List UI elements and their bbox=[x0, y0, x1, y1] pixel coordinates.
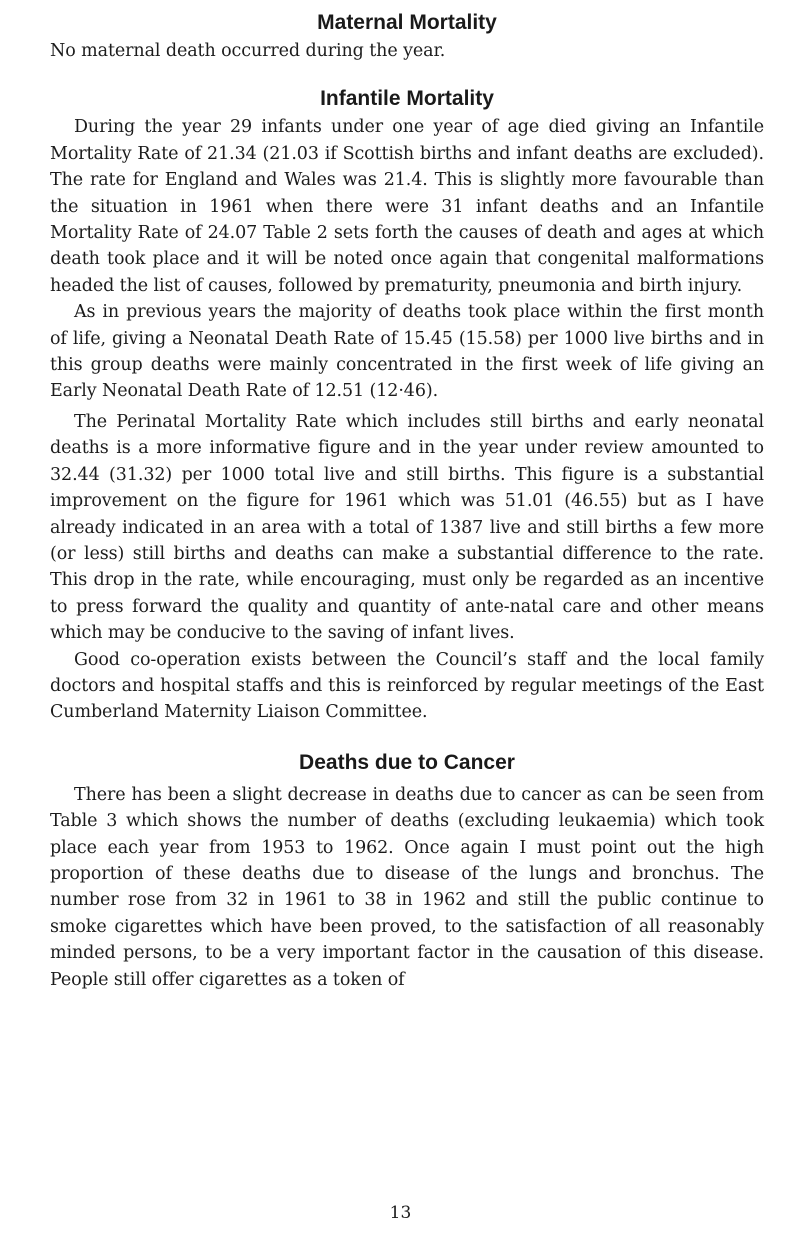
paragraph-infantile-2: As in previous years the majority of deaths took place within the first month of life, giving a Neonatal Death Rate of 15.45 (15.58) per 1000 live births and in this group deaths were mainly concentrated in the first week of life giving an Early Neonatal Death Rate of 12.51 (12·46). bbox=[50, 302, 764, 402]
paragraph-maternal-1: No maternal death occurred during the year. bbox=[50, 41, 446, 61]
heading-maternal-mortality: Maternal Mortality bbox=[317, 11, 497, 34]
page-number: 13 bbox=[389, 1203, 412, 1223]
heading-deaths-due-to-cancer: Deaths due to Cancer bbox=[299, 750, 515, 774]
heading-infantile-mortality: Infantile Mortality bbox=[320, 87, 494, 111]
paragraph-infantile-1: During the year 29 infants under one year of age died giving an Infantile Mortality Rate of 21.34 (21.03 if Scottish births and infant deaths are excluded). The rate for England and Wales was 21.4. This is slightly more favourable than the situation in 1961 when there were 31 infant deaths and an Infantile Mortality Rate of 24.07 Table 2 sets forth the causes of death and ages at which death took place and it will be noted once again that congenital malformations headed the list of causes, followed by prematurity, pneumonia and birth injury. bbox=[50, 117, 764, 296]
paragraph-infantile-4: Good co-operation exists between the Council’s staff and the local family doctors and hospital staffs and this is reinforced by regular meetings of the East Cumberland Maternity Liaison Committee. bbox=[50, 649, 764, 723]
paragraph-cancer-1: There has been a slight decrease in deaths due to cancer as can be seen from Table 3 which shows the number of deaths (excluding leukaemia) which took place each year from 1953 to 1962. Once again I must point out the high proportion of these deaths due to disease of the lungs and bronchus. The number rose from 32 in 1961 to 38 in 1962 and still the public continue to smoke cigarettes which have been proved, to the satisfaction of all reasonably minded persons, to be a very important factor in the causation of this disease. People still offer cigarettes as a token of bbox=[50, 784, 764, 990]
document-page bbox=[50, 8, 764, 993]
paragraph-infantile-3: The Perinatal Mortality Rate which includes still births and early neonatal deaths is a more informative figure and in the year under review amounted to 32.44 (31.32) per 1000 total live and still births. This figure is a substantial improvement on the figure for 1961 which was 51.01 (46.55) but as I have already indicated in an area with a total of 1387 live and still births a few more (or less) still births and deaths can make a substantial difference to the rate. This drop in the rate, while encouraging, must only be regarded as an incentive to press forward the quality and quantity of ante-natal care and other means which may be conducive to the saving of infant lives. bbox=[50, 411, 764, 644]
